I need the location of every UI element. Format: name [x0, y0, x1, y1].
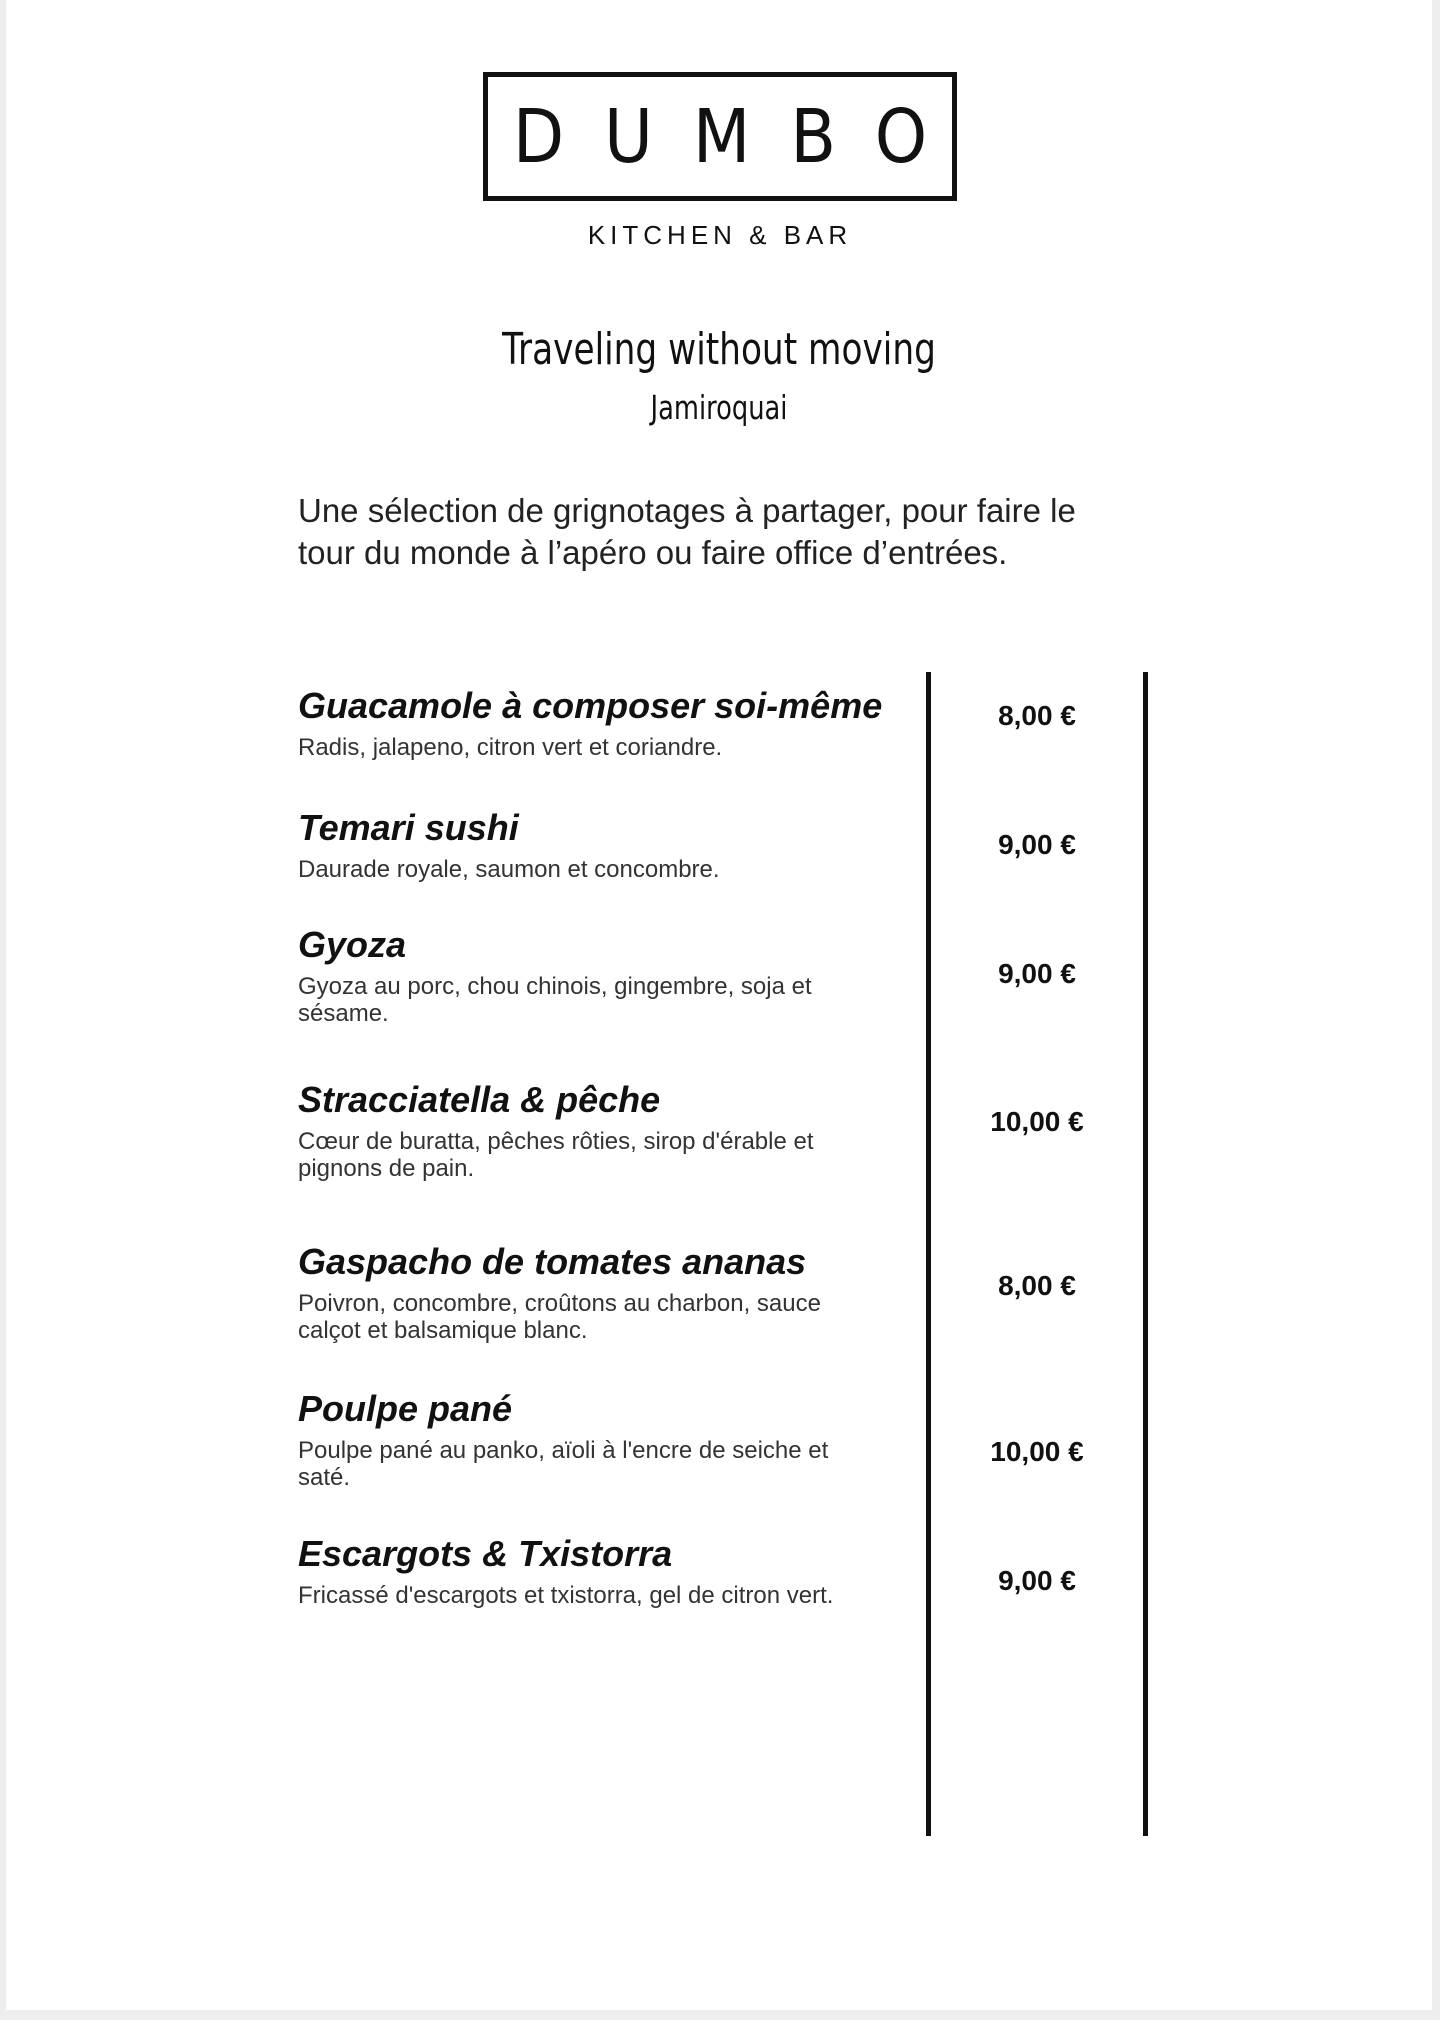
menu-item-description: Radis, jalapeno, citron vert et coriandre.: [298, 734, 723, 761]
section-subtitle: Jamiroquai: [650, 388, 788, 427]
menu-item-price: 9,00 €: [998, 829, 1076, 860]
menu-item-name: Gyoza: [298, 924, 407, 965]
price-column-right-rule: [1143, 672, 1148, 1836]
menu-item-price: 9,00 €: [998, 958, 1076, 989]
menu-item: [298, 1532, 898, 1609]
menu-item-description: Fricassé d'escargots et txistorra, gel de citron vert.: [298, 1582, 834, 1609]
section-title: Traveling without moving: [502, 324, 936, 375]
menu-item-name: Escargots & Txistorra: [298, 1533, 673, 1574]
menu-item-price: 9,00 €: [998, 1565, 1076, 1596]
menu-item-description: Cœur de buratta, pêches rôties, sirop d'érable et pignons de pain.: [298, 1128, 814, 1182]
menu-item-price: 10,00 €: [990, 1106, 1084, 1137]
menu-item: [298, 1078, 898, 1182]
menu-item-description: Gyoza au porc, chou chinois, gingembre, soja et sésame.: [298, 973, 812, 1027]
section-intro: Une sélection de grignotages à partager, pour faire le tour du monde à l’apéro ou faire office d’entrées.: [298, 492, 1076, 571]
menu-item-price: 10,00 €: [990, 1436, 1084, 1467]
logo-name: DUMBO: [512, 93, 968, 180]
menu-item: [298, 1387, 898, 1491]
menu-item: [298, 806, 898, 883]
menu-item-price: 8,00 €: [998, 700, 1076, 731]
menu-item-description: Poulpe pané au panko, aïoli à l'encre de seiche et saté.: [298, 1437, 829, 1491]
menu-item-price: 8,00 €: [998, 1270, 1076, 1301]
menu-item-name: Gaspacho de tomates ananas: [298, 1241, 807, 1282]
menu-item-name: Temari sushi: [298, 807, 519, 848]
logo-box: [483, 72, 968, 201]
menu-item-description: Poivron, concombre, croûtons au charbon, sauce calçot et balsamique blanc.: [298, 1290, 821, 1344]
menu-item-name: Guacamole à composer soi-même: [298, 685, 883, 726]
menu-item-description: Daurade royale, saumon et concombre.: [298, 856, 720, 883]
logo-subtitle: KITCHEN & BAR: [587, 220, 853, 250]
menu-item-name: Poulpe pané: [298, 1388, 513, 1429]
menu-item: [298, 684, 898, 761]
menu-item-name: Stracciatella & pêche: [298, 1079, 661, 1120]
menu-item: [298, 923, 898, 1027]
menu-item: [298, 1240, 898, 1344]
menu-page: [6, 0, 1432, 2010]
